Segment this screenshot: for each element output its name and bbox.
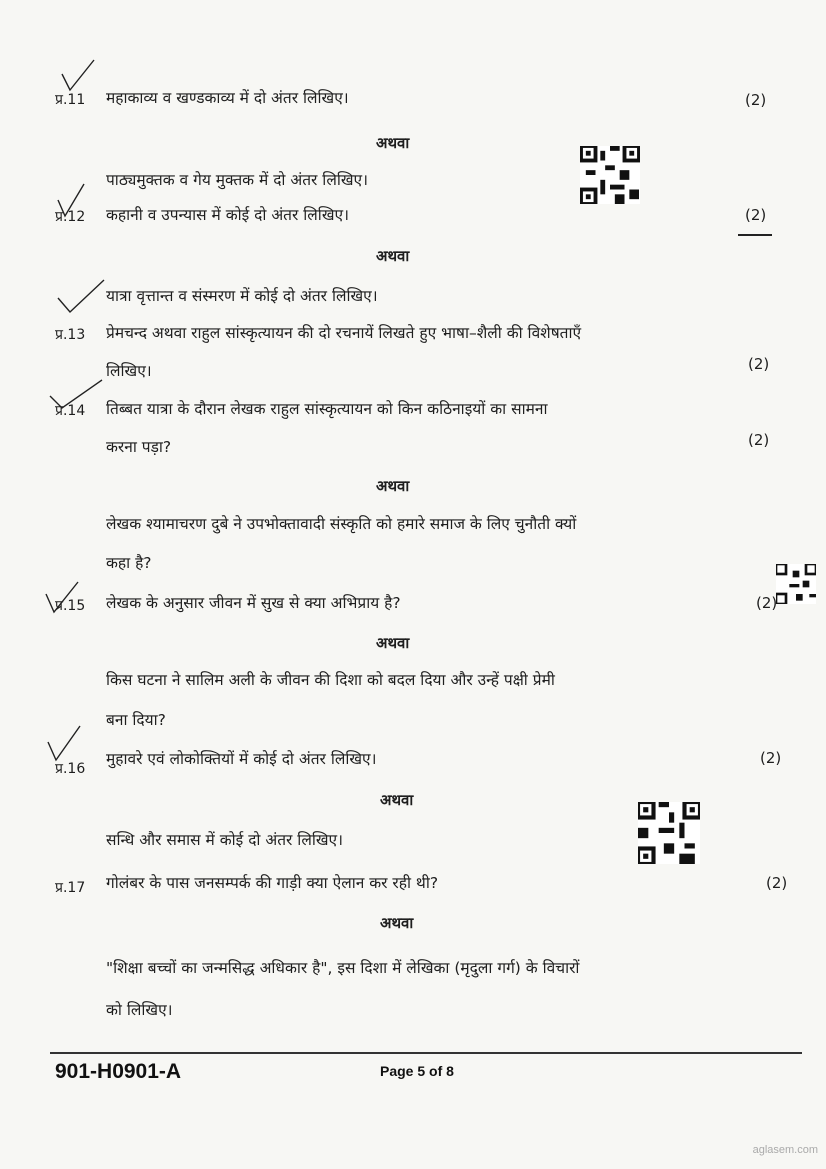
question-text: गोलंबर के पास जनसम्पर्क की गाड़ी क्या ऐलान कर रही थी? (106, 874, 439, 892)
question-text: मुहावरे एवं लोकोक्तियों में कोई दो अंतर लिखिए। (106, 750, 377, 768)
mark-underline (738, 234, 772, 236)
tick-mark-icon (56, 276, 106, 316)
question-text: प्रेमचन्द अथवा राहुल सांस्कृत्यायन की दो रचनायें लिखते हुए भाषा–शैली की विशेषताएँ (106, 324, 582, 342)
qr-code-icon (776, 564, 816, 604)
qr-code-icon (638, 802, 700, 864)
alternative-text: पाठ्यमुक्तक व गेय मुक्तक में दो अंतर लिखिए। (106, 171, 368, 189)
question-text: लिखिए। (106, 362, 152, 380)
marks: (2) (745, 91, 767, 109)
marks: (2) (760, 749, 782, 767)
marks: (2) (748, 355, 770, 373)
or-label: अथवा (380, 791, 414, 809)
question-number: प्र.15 (55, 598, 86, 614)
paper-code: 901-H0901-A (55, 1060, 182, 1083)
alternative-text: को लिखिए। (106, 1001, 173, 1019)
or-label: अथवा (376, 134, 410, 152)
footer-divider (50, 1052, 802, 1054)
alternative-text: किस घटना ने सालिम अली के जीवन की दिशा को बदल दिया और उन्हें पक्षी प्रेमी (106, 671, 555, 689)
or-label: अथवा (376, 477, 410, 495)
question-text: कहानी व उपन्यास में कोई दो अंतर लिखिए। (106, 206, 349, 224)
tick-mark-icon (60, 58, 96, 94)
alternative-text: यात्रा वृत्तान्त व संस्मरण में कोई दो अंतर लिखिए। (106, 287, 378, 305)
question-text: महाकाव्य व खण्डकाव्य में दो अंतर लिखिए। (106, 89, 349, 107)
marks: (2) (748, 431, 770, 449)
question-text: करना पड़ा? (106, 438, 172, 456)
question-number: प्र.17 (55, 880, 86, 896)
alternative-text: लेखक श्यामाचरण दुबे ने उपभोक्तावादी संस्कृति को हमारे समाज के लिए चुनौती क्यों (106, 515, 577, 533)
question-number: प्र.11 (55, 92, 86, 108)
or-label: अथवा (380, 914, 414, 932)
marks: (2) (756, 594, 778, 612)
alternative-text: बना दिया? (106, 711, 166, 729)
watermark: aglasem.com (752, 1144, 818, 1156)
qr-code-icon (580, 146, 640, 204)
or-label: अथवा (376, 634, 410, 652)
question-number: प्र.14 (55, 403, 86, 419)
or-label: अथवा (376, 247, 410, 265)
marks: (2) (745, 206, 767, 224)
question-text: लेखक के अनुसार जीवन में सुख से क्या अभिप्राय है? (106, 594, 401, 612)
alternative-text: "शिक्षा बच्चों का जन्मसिद्ध अधिकार है", इस दिशा में लेखिका (मृदुला गर्ग) के विचारों (106, 959, 580, 977)
question-number: प्र.12 (55, 209, 86, 225)
question-text: तिब्बत यात्रा के दौरान लेखक राहुल सांस्कृत्यायन को किन कठिनाइयों का सामना (106, 400, 548, 418)
alternative-text: सन्धि और समास में कोई दो अंतर लिखिए। (106, 831, 343, 849)
page-number: Page 5 of 8 (380, 1063, 454, 1079)
tick-mark-icon (46, 724, 82, 764)
question-number: प्र.16 (55, 761, 86, 777)
marks: (2) (766, 874, 788, 892)
question-number: प्र.13 (55, 327, 86, 343)
alternative-text: कहा है? (106, 554, 152, 572)
